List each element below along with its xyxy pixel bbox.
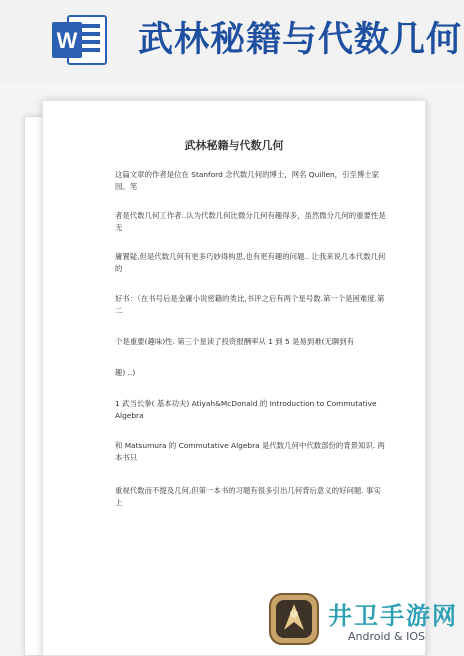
paragraph: 好书：（在书号后是金庸小说密籍的类比,书评之后有两个星号数.第一个是困难度.第二 [115,294,385,315]
site-watermark [262,590,464,654]
paragraph: 这篇文章的作者是位在 Stanford 念代数几何的博士，网名 Quillen，引至博士家园。笔 [115,170,380,191]
paragraph: 和 Matsumura 的 Commutative Algebra 是代数几何中代数部份的背景知识. 两本书只 [115,441,385,462]
watermark-platform: Android & IOS [348,630,425,643]
word-logo-letter: W [56,28,78,53]
document-page [42,100,426,656]
game-logo-icon [266,590,322,648]
header-banner [0,0,464,84]
paragraph: 1 武当长拳( 基本功夫) Atiyah&McDonald 的 Introduction to Commutative Algebra [115,399,377,420]
watermark-brand: 井卫手游网 [328,602,458,630]
paragraph: 重视代数而不提及几何,但第一本书的习题有很多引出几何背后意义的好问题. 事实上 [115,486,381,507]
paragraph: 趣) ..) [115,368,136,377]
document-title: 武林秘籍与代数几何 [184,139,284,152]
paragraph: 庸置疑,但是代数几何有更多巧妙得构思,也有更有趣的问题.. 让我来说几本代数几何的 [115,252,386,273]
word-logo-icon [52,14,108,66]
page-title: 武林秘籍与代数几何 [138,20,463,60]
paragraph: 者是代数几何工作者..认为代数几何比微分几何有趣得多，虽然微分几何的重要性是无 [115,211,386,232]
paragraph: 个是重要(趣味)性. 第三个星读了投资报酬率从 1 到 5 是易到难(无聊到有 [115,337,355,346]
